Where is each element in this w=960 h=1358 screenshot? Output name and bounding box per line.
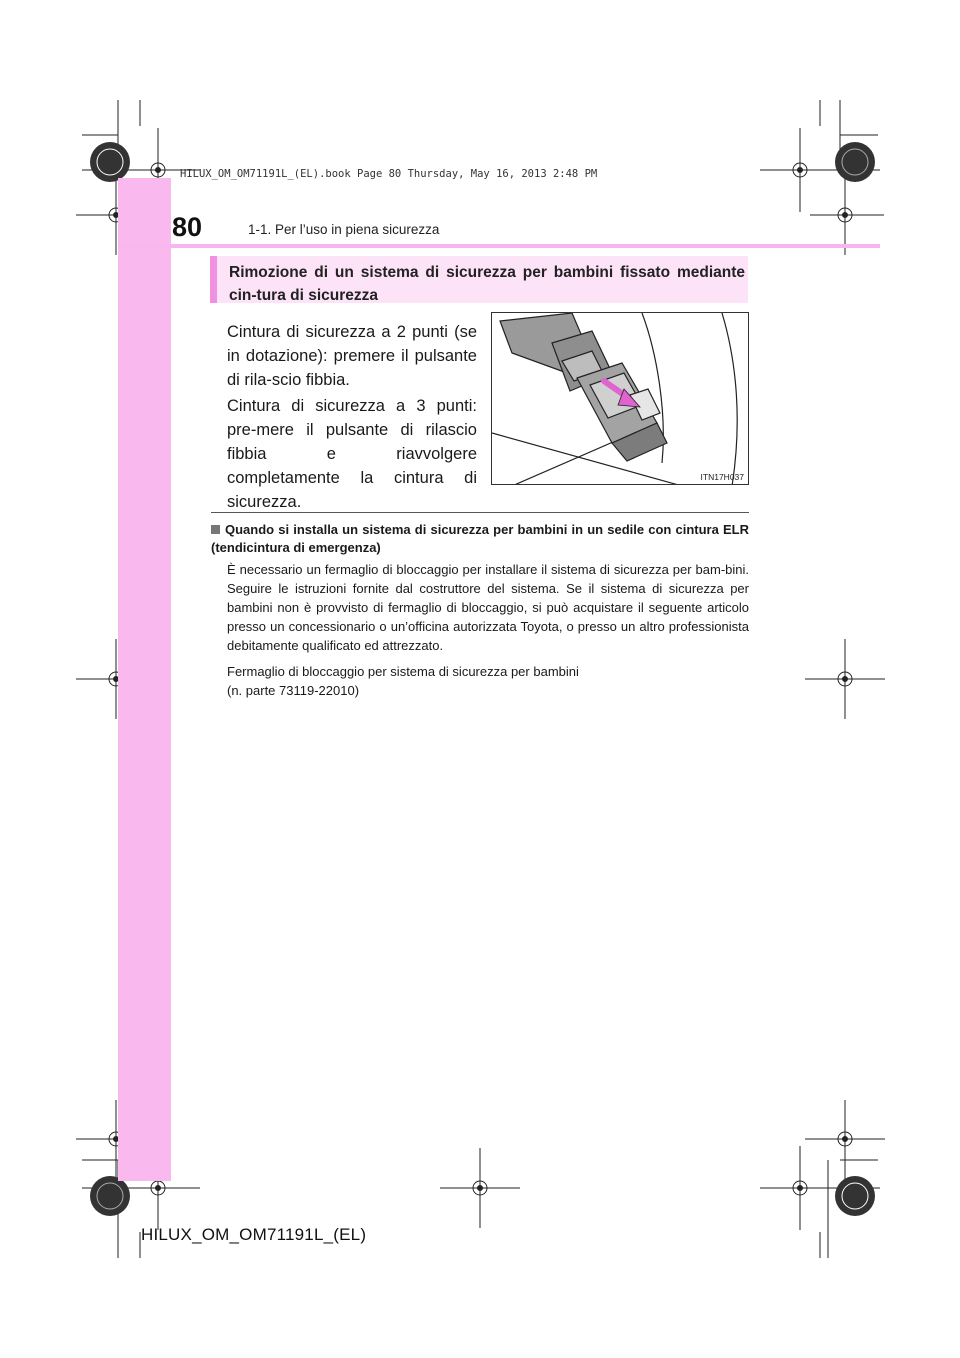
page-number: 80 (172, 212, 203, 242)
instruction-three-point-belt: Cintura di sicurezza a 3 punti: pre-mere il pulsante di rilascio fibbia e riavvolgere completamente la cintura di sicurezza. (227, 397, 477, 511)
square-bullet-icon (211, 525, 220, 534)
header-rule (118, 244, 880, 248)
buckle-release-illustration (492, 313, 749, 485)
instruction-two-point-belt: Cintura di sicurezza a 2 punti (se in dotazione): premere il pulsante di rila-scio fibbia. (227, 323, 477, 389)
section-title: 1-1. Per l’uso in piena sicurezza (248, 222, 440, 237)
chapter-tab-strip (118, 178, 171, 1181)
note-part-code: (n. parte 73119-22010) (227, 683, 360, 698)
note-part-label: Fermaglio di bloccaggio per sistema di sicurezza per bambini (227, 664, 579, 679)
note-body-paragraph: È necessario un fermaglio di bloccaggio per installare il sistema di sicurezza per bam-bini. Seguire le istruzioni fornite dal costruttore del sistema. Se il sistema di sicurezza per bambini non è provvisto di fermaglio di bloccaggio, si può acquistare il seguente articolo presso un concessionario o un’officina autorizzata Toyota, o presso un altro professionista debitamente qualificato ed attrezzato. (227, 562, 749, 653)
note-title-text: Quando si installa un sistema di sicurezza per bambini in un sedile con cintura ELR (tendicintura di emergenza) (211, 522, 749, 555)
subsection-heading (210, 256, 748, 303)
figure-code: ITN17H037 (700, 472, 744, 482)
book-stamp: HILUX_OM_OM71191L_(EL).book Page 80 Thursday, May 16, 2013 2:48 PM (180, 168, 598, 180)
footer-doc-code: HILUX_OM_OM71191L_(EL) (141, 1225, 367, 1244)
section-divider (211, 512, 749, 513)
buckle-release-figure (491, 312, 749, 485)
subsection-heading-text: Rimozione di un sistema di sicurezza per bambini fissato mediante cin-tura di sicurezza (229, 264, 745, 304)
note-title (211, 521, 749, 557)
note-part-number (227, 662, 749, 700)
